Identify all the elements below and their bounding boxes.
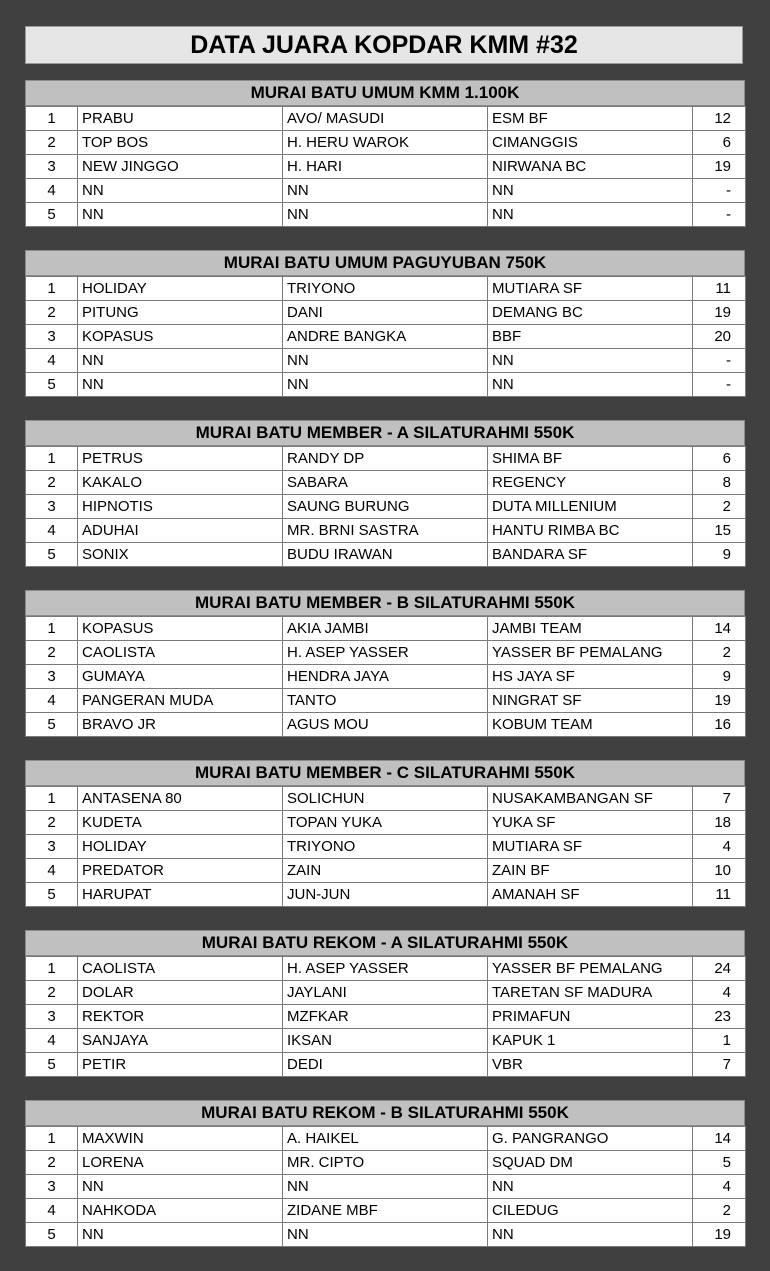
owner-cell: NN	[283, 373, 488, 397]
rank-cell: 2	[26, 981, 78, 1005]
bird-name-cell: NN	[78, 1223, 283, 1247]
table-row	[26, 1175, 746, 1199]
table-row	[26, 1223, 746, 1247]
team-cell: NN	[488, 179, 693, 203]
bird-name-cell: SONIX	[78, 543, 283, 567]
bird-name-cell: CAOLISTA	[78, 957, 283, 981]
section-header: MURAI BATU REKOM - B SILATURAHMI 550K	[25, 1100, 745, 1126]
team-cell: ZAIN BF	[488, 859, 693, 883]
team-cell: BANDARA SF	[488, 543, 693, 567]
table-row	[26, 325, 746, 349]
bird-name-cell: GUMAYA	[78, 665, 283, 689]
bird-name-cell: KOPASUS	[78, 325, 283, 349]
bird-name-cell: NN	[78, 349, 283, 373]
bird-name-cell: KUDETA	[78, 811, 283, 835]
rank-cell: 4	[26, 689, 78, 713]
team-cell: NN	[488, 1223, 693, 1247]
bird-name-cell: PETIR	[78, 1053, 283, 1077]
owner-cell: ZIDANE MBF	[283, 1199, 488, 1223]
team-cell: ESM BF	[488, 107, 693, 131]
team-cell: TARETAN SF MADURA	[488, 981, 693, 1005]
owner-cell: DEDI	[283, 1053, 488, 1077]
number-cell: 23	[693, 1005, 746, 1029]
bird-name-cell: LORENA	[78, 1151, 283, 1175]
owner-cell: ZAIN	[283, 859, 488, 883]
team-cell: SQUAD DM	[488, 1151, 693, 1175]
rank-cell: 1	[26, 787, 78, 811]
bird-name-cell: MAXWIN	[78, 1127, 283, 1151]
team-cell: NN	[488, 373, 693, 397]
number-cell: 6	[693, 447, 746, 471]
team-cell: JAMBI TEAM	[488, 617, 693, 641]
rank-cell: 5	[26, 713, 78, 737]
owner-cell: TOPAN YUKA	[283, 811, 488, 835]
owner-cell: BUDU IRAWAN	[283, 543, 488, 567]
rank-cell: 2	[26, 641, 78, 665]
results-section	[25, 1100, 745, 1247]
number-cell: 11	[693, 277, 746, 301]
section-header: MURAI BATU UMUM KMM 1.100K	[25, 80, 745, 106]
owner-cell: SOLICHUN	[283, 787, 488, 811]
team-cell: NUSAKAMBANGAN SF	[488, 787, 693, 811]
table-row	[26, 787, 746, 811]
page-title: DATA JUARA KOPDAR KMM #32	[25, 26, 743, 64]
team-cell: REGENCY	[488, 471, 693, 495]
team-cell: KOBUM TEAM	[488, 713, 693, 737]
table-row	[26, 179, 746, 203]
owner-cell: SABARA	[283, 471, 488, 495]
rank-cell: 5	[26, 1223, 78, 1247]
owner-cell: H. HERU WAROK	[283, 131, 488, 155]
number-cell: 14	[693, 617, 746, 641]
rank-cell: 3	[26, 325, 78, 349]
owner-cell: TRIYONO	[283, 277, 488, 301]
rank-cell: 1	[26, 447, 78, 471]
rank-cell: 3	[26, 155, 78, 179]
team-cell: CIMANGGIS	[488, 131, 693, 155]
rank-cell: 4	[26, 1199, 78, 1223]
rank-cell: 3	[26, 1005, 78, 1029]
section-header: MURAI BATU UMUM PAGUYUBAN 750K	[25, 250, 745, 276]
results-table	[25, 1126, 746, 1247]
team-cell: DEMANG BC	[488, 301, 693, 325]
bird-name-cell: PETRUS	[78, 447, 283, 471]
results-section	[25, 250, 745, 397]
results-section	[25, 760, 745, 907]
results-table	[25, 956, 746, 1077]
rank-cell: 4	[26, 519, 78, 543]
rank-cell: 5	[26, 203, 78, 227]
bird-name-cell: DOLAR	[78, 981, 283, 1005]
table-row	[26, 519, 746, 543]
rank-cell: 4	[26, 1029, 78, 1053]
results-table	[25, 276, 746, 397]
bird-name-cell: PITUNG	[78, 301, 283, 325]
owner-cell: JAYLANI	[283, 981, 488, 1005]
table-row	[26, 957, 746, 981]
table-row	[26, 1199, 746, 1223]
table-row	[26, 665, 746, 689]
owner-cell: DANI	[283, 301, 488, 325]
owner-cell: NN	[283, 349, 488, 373]
bird-name-cell: KOPASUS	[78, 617, 283, 641]
number-cell: 19	[693, 689, 746, 713]
owner-cell: NN	[283, 179, 488, 203]
owner-cell: H. HARI	[283, 155, 488, 179]
table-row	[26, 713, 746, 737]
rank-cell: 1	[26, 277, 78, 301]
bird-name-cell: CAOLISTA	[78, 641, 283, 665]
bird-name-cell: KAKALO	[78, 471, 283, 495]
table-row	[26, 883, 746, 907]
number-cell: 4	[693, 1175, 746, 1199]
results-table	[25, 786, 746, 907]
results-section	[25, 590, 745, 737]
owner-cell: NN	[283, 203, 488, 227]
number-cell: 5	[693, 1151, 746, 1175]
table-row	[26, 1005, 746, 1029]
section-header: MURAI BATU MEMBER - A SILATURAHMI 550K	[25, 420, 745, 446]
team-cell: NN	[488, 1175, 693, 1199]
number-cell: 15	[693, 519, 746, 543]
table-row	[26, 1151, 746, 1175]
number-cell: 6	[693, 131, 746, 155]
bird-name-cell: TOP BOS	[78, 131, 283, 155]
rank-cell: 3	[26, 495, 78, 519]
number-cell: 7	[693, 1053, 746, 1077]
team-cell: HS JAYA SF	[488, 665, 693, 689]
bird-name-cell: PANGERAN MUDA	[78, 689, 283, 713]
owner-cell: AGUS MOU	[283, 713, 488, 737]
owner-cell: AKIA JAMBI	[283, 617, 488, 641]
bird-name-cell: NN	[78, 373, 283, 397]
owner-cell: ANDRE BANGKA	[283, 325, 488, 349]
table-row	[26, 981, 746, 1005]
rank-cell: 5	[26, 1053, 78, 1077]
owner-cell: NN	[283, 1223, 488, 1247]
number-cell: 9	[693, 665, 746, 689]
rank-cell: 4	[26, 349, 78, 373]
number-cell: -	[693, 179, 746, 203]
number-cell: 8	[693, 471, 746, 495]
table-row	[26, 859, 746, 883]
number-cell: 2	[693, 495, 746, 519]
rank-cell: 4	[26, 859, 78, 883]
bird-name-cell: HARUPAT	[78, 883, 283, 907]
number-cell: 9	[693, 543, 746, 567]
team-cell: KAPUK 1	[488, 1029, 693, 1053]
bird-name-cell: HOLIDAY	[78, 835, 283, 859]
team-cell: MUTIARA SF	[488, 277, 693, 301]
number-cell: 19	[693, 155, 746, 179]
team-cell: NINGRAT SF	[488, 689, 693, 713]
owner-cell: MR. BRNI SASTRA	[283, 519, 488, 543]
number-cell: 16	[693, 713, 746, 737]
team-cell: G. PANGRANGO	[488, 1127, 693, 1151]
owner-cell: MR. CIPTO	[283, 1151, 488, 1175]
team-cell: VBR	[488, 1053, 693, 1077]
team-cell: HANTU RIMBA BC	[488, 519, 693, 543]
owner-cell: A. HAIKEL	[283, 1127, 488, 1151]
bird-name-cell: NN	[78, 1175, 283, 1199]
rank-cell: 2	[26, 811, 78, 835]
owner-cell: TRIYONO	[283, 835, 488, 859]
rank-cell: 3	[26, 835, 78, 859]
table-row	[26, 1029, 746, 1053]
section-header: MURAI BATU REKOM - A SILATURAHMI 550K	[25, 930, 745, 956]
rank-cell: 5	[26, 883, 78, 907]
table-row	[26, 107, 746, 131]
rank-cell: 1	[26, 617, 78, 641]
number-cell: -	[693, 203, 746, 227]
bird-name-cell: BRAVO JR	[78, 713, 283, 737]
table-row	[26, 471, 746, 495]
table-row	[26, 1053, 746, 1077]
rank-cell: 4	[26, 179, 78, 203]
results-table	[25, 446, 746, 567]
table-row	[26, 277, 746, 301]
team-cell: MUTIARA SF	[488, 835, 693, 859]
table-row	[26, 349, 746, 373]
number-cell: 2	[693, 1199, 746, 1223]
bird-name-cell: REKTOR	[78, 1005, 283, 1029]
table-row	[26, 689, 746, 713]
rank-cell: 2	[26, 301, 78, 325]
owner-cell: AVO/ MASUDI	[283, 107, 488, 131]
number-cell: 4	[693, 981, 746, 1005]
rank-cell: 2	[26, 1151, 78, 1175]
team-cell: DUTA MILLENIUM	[488, 495, 693, 519]
number-cell: 2	[693, 641, 746, 665]
owner-cell: JUN-JUN	[283, 883, 488, 907]
table-row	[26, 811, 746, 835]
bird-name-cell: ANTASENA 80	[78, 787, 283, 811]
rank-cell: 5	[26, 373, 78, 397]
rank-cell: 1	[26, 957, 78, 981]
rank-cell: 3	[26, 1175, 78, 1199]
table-row	[26, 203, 746, 227]
rank-cell: 1	[26, 107, 78, 131]
number-cell: 18	[693, 811, 746, 835]
bird-name-cell: PRABU	[78, 107, 283, 131]
owner-cell: TANTO	[283, 689, 488, 713]
results-section	[25, 930, 745, 1077]
bird-name-cell: NEW JINGGO	[78, 155, 283, 179]
team-cell: AMANAH SF	[488, 883, 693, 907]
bird-name-cell: HIPNOTIS	[78, 495, 283, 519]
team-cell: NIRWANA BC	[488, 155, 693, 179]
team-cell: CILEDUG	[488, 1199, 693, 1223]
owner-cell: H. ASEP YASSER	[283, 957, 488, 981]
results-table	[25, 106, 746, 227]
table-row	[26, 301, 746, 325]
number-cell: 20	[693, 325, 746, 349]
team-cell: BBF	[488, 325, 693, 349]
owner-cell: HENDRA JAYA	[283, 665, 488, 689]
table-row	[26, 543, 746, 567]
rank-cell: 1	[26, 1127, 78, 1151]
rank-cell: 2	[26, 471, 78, 495]
rank-cell: 2	[26, 131, 78, 155]
owner-cell: RANDY DP	[283, 447, 488, 471]
team-cell: YASSER BF PEMALANG	[488, 957, 693, 981]
bird-name-cell: SANJAYA	[78, 1029, 283, 1053]
team-cell: NN	[488, 349, 693, 373]
table-row	[26, 373, 746, 397]
number-cell: 1	[693, 1029, 746, 1053]
bird-name-cell: NAHKODA	[78, 1199, 283, 1223]
team-cell: NN	[488, 203, 693, 227]
section-header: MURAI BATU MEMBER - C SILATURAHMI 550K	[25, 760, 745, 786]
bird-name-cell: PREDATOR	[78, 859, 283, 883]
table-row	[26, 495, 746, 519]
table-row	[26, 447, 746, 471]
rank-cell: 5	[26, 543, 78, 567]
owner-cell: H. ASEP YASSER	[283, 641, 488, 665]
table-row	[26, 155, 746, 179]
owner-cell: SAUNG BURUNG	[283, 495, 488, 519]
team-cell: PRIMAFUN	[488, 1005, 693, 1029]
number-cell: -	[693, 373, 746, 397]
table-row	[26, 641, 746, 665]
owner-cell: NN	[283, 1175, 488, 1199]
rank-cell: 3	[26, 665, 78, 689]
table-row	[26, 1127, 746, 1151]
results-table	[25, 616, 746, 737]
number-cell: 12	[693, 107, 746, 131]
number-cell: 4	[693, 835, 746, 859]
number-cell: 11	[693, 883, 746, 907]
number-cell: 7	[693, 787, 746, 811]
table-row	[26, 617, 746, 641]
number-cell: 14	[693, 1127, 746, 1151]
team-cell: YUKA SF	[488, 811, 693, 835]
team-cell: SHIMA BF	[488, 447, 693, 471]
bird-name-cell: ADUHAI	[78, 519, 283, 543]
results-section	[25, 420, 745, 567]
team-cell: YASSER BF PEMALANG	[488, 641, 693, 665]
number-cell: 24	[693, 957, 746, 981]
bird-name-cell: NN	[78, 203, 283, 227]
number-cell: 19	[693, 1223, 746, 1247]
bird-name-cell: HOLIDAY	[78, 277, 283, 301]
table-row	[26, 835, 746, 859]
bird-name-cell: NN	[78, 179, 283, 203]
number-cell: 19	[693, 301, 746, 325]
number-cell: -	[693, 349, 746, 373]
table-row	[26, 131, 746, 155]
section-header: MURAI BATU MEMBER - B SILATURAHMI 550K	[25, 590, 745, 616]
number-cell: 10	[693, 859, 746, 883]
owner-cell: IKSAN	[283, 1029, 488, 1053]
owner-cell: MZFKAR	[283, 1005, 488, 1029]
results-section	[25, 80, 745, 227]
